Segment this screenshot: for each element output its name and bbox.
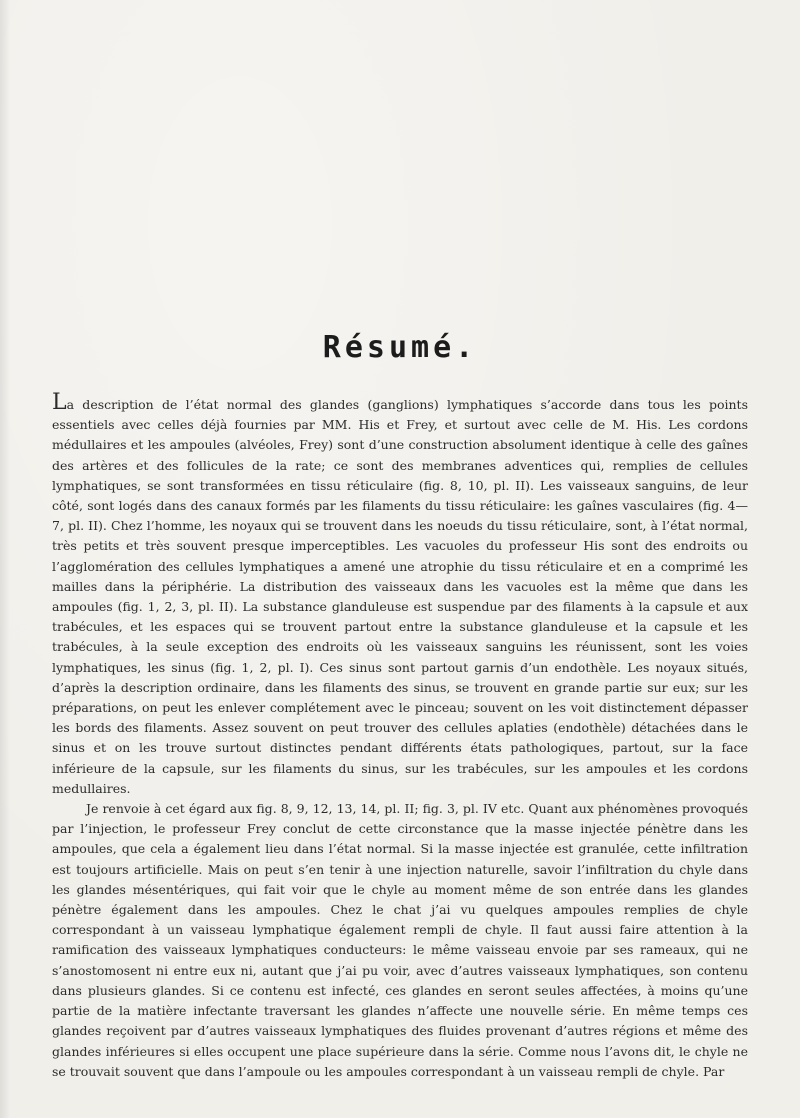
body-text (52, 390, 748, 1082)
page-edge-shadow (0, 0, 10, 1118)
paragraph-1-text: a description de l’état normal des glandes (ganglions) lymphatiques s’accorde dans tous les points essentiels avec celles déjà fournies par MM. His et Frey, et surtout avec celle de M. His. Les cordons médullaires et les ampoules (alvéoles, Frey) sont d’une construction absolument identique à celle des gaînes des artères et des follicules de la rate; ce sont des membranes adventices qui, remplies de cellules lymphatiques, se sont transformées en tissu réticulaire (fig. 8, 10, pl. II). Les vaisseaux sanguins, de leur côté, sont logés dans des canaux formés par les filaments du tissu réticulaire: les gaînes vasculaires (fig. 4—7, pl. II). Chez l’homme, les noyaux qui se trouvent dans les noeuds du tissu réticulaire, sont, à l’état normal, très petits et très souvent presque imperceptibles. Les vacuoles du professeur His sont des endroits ou l’agglomération des cellules lymphatiques a amené une atrophie du tissu réticulaire et en a comprimé les mailles dans la périphérie. La distribution des vaisseaux dans les vacuoles est la même que dans les ampoules (fig. 1, 2, 3, pl. II). La substance glanduleuse est suspendue par des filaments à la capsule et aux trabécules, et les espaces qui se trouvent partout entre la substance glanduleuse et la capsule et les trabécules, à la seule exception des endroits où les vaisseaux sanguins les réunissent, sont les voies lymphatiques, les sinus (fig. 1, 2, pl. I). Ces sinus sont partout garnis d’un endothèle. Les noyaux situés, d’après la description ordinaire, dans les filaments des sinus, se trouvent en grande partie sur eux; sur les préparations, on peut les enlever complétement avec le pinceau; souvent on les voit distinctement dépasser les bords des filaments. Assez souvent on peut trouver des cellules aplaties (endothèle) détachées dans le sinus et on les trouve surtout distinctes pendant différents états pathologiques, partout, sur la face inférieure de la capsule, sur les filaments du sinus, sur les trabécules, sur les ampoules et les cordons medullaires. (52, 397, 748, 796)
page-title: Résumé. (322, 330, 478, 365)
paragraph-1 (52, 390, 748, 799)
paragraph-2: Je renvoie à cet égard aux fig. 8, 9, 12, 13, 14, pl. II; fig. 3, pl. IV etc. Quant aux phénomènes provoqués par l’injection, le professeur Frey conclut de cette circonstance que la masse injectée pénètre dans les ampoules, que cela a également lieu dans l’état normal. Si la masse injectée est granulée, cette infiltration est toujours artificielle. Mais on peut s’en tenir à une injection naturelle, savoir l’infiltration du chyle dans les glandes mésentériques, qui fait voir que le chyle au moment même de son entrée dans les glandes pénètre également dans les ampoules. Chez le chat j’ai vu quelques ampoules remplies de chyle correspondant à un vaisseau lymphatique également rempli de chyle. Il faut aussi faire attention à la ramification des vaisseaux lymphatiques conducteurs: le même vaisseau envoie par ses rameaux, qui ne s’anostomosent ni entre eux ni, autant que j’ai pu voir, avec d’autres vaisseaux lymphatiques, son contenu dans plusieurs glandes. Si ce contenu est infecté, ces glandes en seront seules affectées, à moins qu’une partie de la matière infectante traversant les glandes n’affecte une nouvelle série. En même temps ces glandes reçoivent par d’autres vaisseaux lymphatiques des fluides provenant d’autres régions et même des glandes inférieures si elles occupent une place supérieure dans la série. Comme nous l’avons dit, le chyle ne se trouvait souvent que dans l’ampoule ou les ampoules correspondant à un vaisseau rempli de chyle. Par (52, 801, 748, 1079)
drop-cap: L (52, 390, 67, 415)
